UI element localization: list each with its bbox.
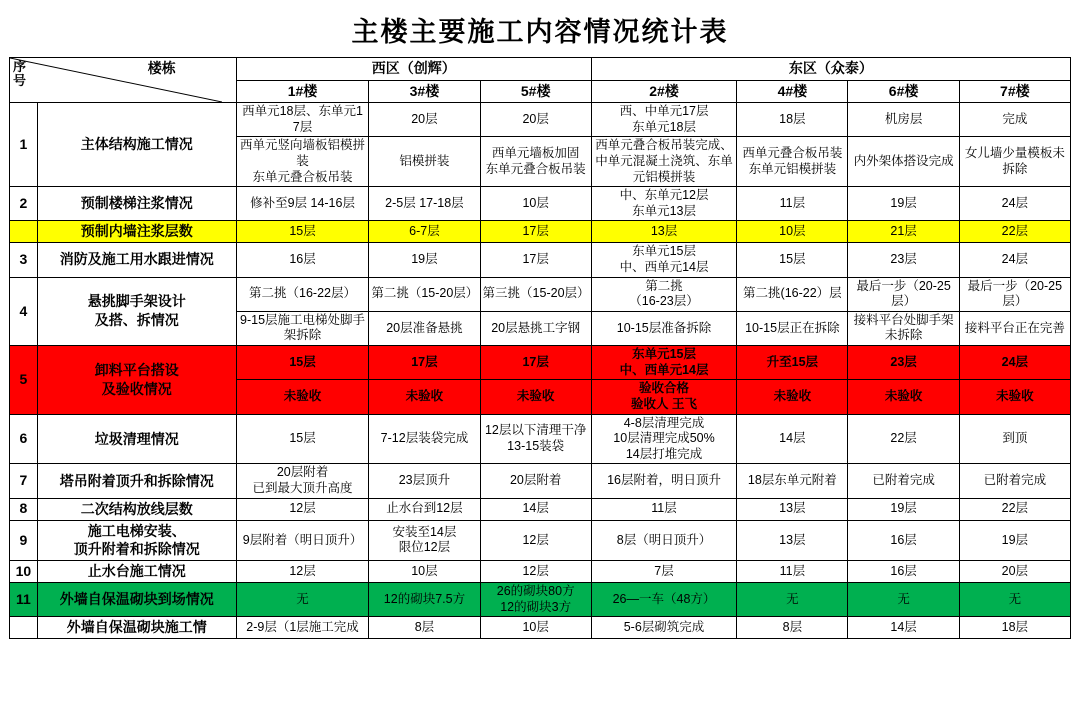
table-cell: 未验收 bbox=[236, 380, 369, 414]
table-cell: 14层 bbox=[737, 414, 848, 464]
table-cell: 东单元15层 中、西单元14层 bbox=[591, 243, 736, 277]
page-title: 主楼主要施工内容情况统计表 bbox=[351, 17, 729, 48]
table-cell: 7层 bbox=[591, 561, 736, 583]
row-label: 悬挑脚手架设计 及搭、拆情况 bbox=[37, 277, 236, 346]
table-cell: 17层 bbox=[369, 346, 480, 380]
table-cell: 机房层 bbox=[848, 103, 959, 137]
table-cell: 22层 bbox=[959, 498, 1070, 520]
row-label: 卸料平台搭设 及验收情况 bbox=[37, 346, 236, 415]
table-cell: 13层 bbox=[737, 498, 848, 520]
row-label: 施工电梯安装、 顶升附着和拆除情况 bbox=[37, 520, 236, 561]
corner-header-cell bbox=[10, 58, 237, 103]
table-cell: 最后一步（20-25层） bbox=[848, 277, 959, 311]
table-cell: 19层 bbox=[369, 243, 480, 277]
column-header-2: 3#楼 bbox=[369, 80, 480, 103]
row-label: 二次结构放线层数 bbox=[37, 498, 236, 520]
row-number: 1 bbox=[10, 103, 38, 187]
table-cell: 23层顶升 bbox=[369, 464, 480, 498]
table-cell: 8层（明日顶升） bbox=[591, 520, 736, 561]
table-cell: 15层 bbox=[737, 243, 848, 277]
row-label: 预制内墙注浆层数 bbox=[37, 221, 236, 243]
row-label: 垃圾清理情况 bbox=[37, 414, 236, 464]
table-row bbox=[10, 221, 1071, 243]
table-cell: 15层 bbox=[236, 221, 369, 243]
table-row bbox=[10, 346, 1071, 380]
row-label: 外墙自保温砌块施工情 bbox=[37, 617, 236, 639]
table-cell: 18层 bbox=[959, 617, 1070, 639]
table-row bbox=[10, 561, 1071, 583]
table-cell: 西单元墙板加固 东单元叠合板吊装 bbox=[480, 137, 591, 187]
table-cell: 11层 bbox=[591, 498, 736, 520]
table-cell: 西、中单元17层 东单元18层 bbox=[591, 103, 736, 137]
table-cell: 24层 bbox=[959, 243, 1070, 277]
table-cell: 13层 bbox=[591, 221, 736, 243]
row-number bbox=[10, 221, 38, 243]
table-cell: 8层 bbox=[737, 617, 848, 639]
table-cell: 19层 bbox=[848, 498, 959, 520]
table-cell: 17层 bbox=[480, 346, 591, 380]
table-cell: 12的砌块7.5方 bbox=[369, 583, 480, 617]
table-cell: 14层 bbox=[480, 498, 591, 520]
column-header-6: 6#楼 bbox=[848, 80, 959, 103]
row-label: 主体结构施工情况 bbox=[37, 103, 236, 187]
table-row bbox=[10, 464, 1071, 498]
building-label: 楼栋 bbox=[147, 60, 176, 76]
table-cell: 9-15层施工电梯处脚手架拆除 bbox=[236, 311, 369, 345]
table-cell: 10层 bbox=[480, 187, 591, 221]
table-cell: 11层 bbox=[737, 561, 848, 583]
table-cell: 无 bbox=[236, 583, 369, 617]
table-row bbox=[10, 520, 1071, 561]
table-cell: 2-5层 17-18层 bbox=[369, 187, 480, 221]
table-cell: 24层 bbox=[959, 346, 1070, 380]
table-cell: 20层悬挑工字钢 bbox=[480, 311, 591, 345]
table-cell: 20层 bbox=[480, 103, 591, 137]
table-cell: 24层 bbox=[959, 187, 1070, 221]
row-number: 9 bbox=[10, 520, 38, 561]
table-cell: 未验收 bbox=[369, 380, 480, 414]
table-cell: 10-15层准备拆除 bbox=[591, 311, 736, 345]
table-cell: 西单元叠合板吊装 东单元铝模拼装 bbox=[737, 137, 848, 187]
row-number: 2 bbox=[10, 187, 38, 221]
table-cell: 23层 bbox=[848, 346, 959, 380]
table-cell: 西单元叠合板吊装完成、中单元混凝土浇筑、东单元铝模拼装 bbox=[591, 137, 736, 187]
table-cell: 已附着完成 bbox=[848, 464, 959, 498]
table-cell: 16层附着，明日顶升 bbox=[591, 464, 736, 498]
zone-header-east: 东区（众泰） bbox=[591, 58, 1070, 81]
row-number: 8 bbox=[10, 498, 38, 520]
table-cell: 18层东单元附着 bbox=[737, 464, 848, 498]
table-cell: 4-8层清理完成 10层清理完成50% 14层打堆完成 bbox=[591, 414, 736, 464]
table-cell: 内外架体搭设完成 bbox=[848, 137, 959, 187]
column-header-3: 5#楼 bbox=[480, 80, 591, 103]
table-cell: 14层 bbox=[848, 617, 959, 639]
row-label: 塔吊附着顶升和拆除情况 bbox=[37, 464, 236, 498]
table-cell: 未验收 bbox=[848, 380, 959, 414]
row-number: 3 bbox=[10, 243, 38, 277]
table-cell: 17层 bbox=[480, 243, 591, 277]
table-cell: 19层 bbox=[848, 187, 959, 221]
table-cell: 第三挑（15-20层） bbox=[480, 277, 591, 311]
seq-label-line1: 序 bbox=[13, 59, 27, 74]
table-cell: 20层准备悬挑 bbox=[369, 311, 480, 345]
table-cell: 12层 bbox=[480, 561, 591, 583]
table-header-row-1 bbox=[10, 58, 1071, 81]
table-cell: 6-7层 bbox=[369, 221, 480, 243]
table-cell: 10层 bbox=[480, 617, 591, 639]
table-cell: 最后一步（20-25层） bbox=[959, 277, 1070, 311]
table-cell: 10层 bbox=[369, 561, 480, 583]
table-row bbox=[10, 414, 1071, 464]
table-cell: 第二挑 （16-23层） bbox=[591, 277, 736, 311]
row-number: 11 bbox=[10, 583, 38, 617]
row-number bbox=[10, 617, 38, 639]
table-cell: 验收合格 验收人 王飞 bbox=[591, 380, 736, 414]
row-number: 10 bbox=[10, 561, 38, 583]
table-cell: 12层 bbox=[236, 561, 369, 583]
table-cell: 20层附着 bbox=[480, 464, 591, 498]
table-row bbox=[10, 103, 1071, 137]
table-cell: 5-6层砌筑完成 bbox=[591, 617, 736, 639]
table-cell: 9层附着（明日顶升） bbox=[236, 520, 369, 561]
table-cell: 8层 bbox=[369, 617, 480, 639]
table-cell: 12层 bbox=[236, 498, 369, 520]
table-cell: 止水台到12层 bbox=[369, 498, 480, 520]
table-cell: 18层 bbox=[737, 103, 848, 137]
table-row bbox=[10, 617, 1071, 639]
row-label: 止水台施工情况 bbox=[37, 561, 236, 583]
table-cell: 西单元18层、东单元17层 bbox=[236, 103, 369, 137]
column-header-4: 2#楼 bbox=[591, 80, 736, 103]
table-cell: 未验收 bbox=[737, 380, 848, 414]
table-cell: 26的砌块80方 12的砌块3方 bbox=[480, 583, 591, 617]
table-cell: 20层附着 已到最大顶升高度 bbox=[236, 464, 369, 498]
table-row bbox=[10, 243, 1071, 277]
table-cell: 接料平台正在完善 bbox=[959, 311, 1070, 345]
table-cell: 21层 bbox=[848, 221, 959, 243]
table-cell: 无 bbox=[959, 583, 1070, 617]
table-cell: 安装至14层 限位12层 bbox=[369, 520, 480, 561]
table-cell: 升至15层 bbox=[737, 346, 848, 380]
table-cell: 19层 bbox=[959, 520, 1070, 561]
table-cell: 7-12层装袋完成 bbox=[369, 414, 480, 464]
table-cell: 15层 bbox=[236, 414, 369, 464]
table-cell: 17层 bbox=[480, 221, 591, 243]
table-cell: 26—一车（48方） bbox=[591, 583, 736, 617]
column-header-1: 1#楼 bbox=[236, 80, 369, 103]
table-cell: 20层 bbox=[959, 561, 1070, 583]
table-cell: 修补至9层 14-16层 bbox=[236, 187, 369, 221]
table-cell: 10层 bbox=[737, 221, 848, 243]
column-header-7: 7#楼 bbox=[959, 80, 1070, 103]
table-cell: 铝模拼装 bbox=[369, 137, 480, 187]
table-row bbox=[10, 187, 1071, 221]
row-label: 消防及施工用水跟进情况 bbox=[37, 243, 236, 277]
row-number: 6 bbox=[10, 414, 38, 464]
table-row bbox=[10, 498, 1071, 520]
table-cell: 11层 bbox=[737, 187, 848, 221]
table-cell: 2-9层（1层施工完成 bbox=[236, 617, 369, 639]
construction-status-table bbox=[9, 57, 1071, 639]
table-cell: 已附着完成 bbox=[959, 464, 1070, 498]
table-cell: 第二挑(16-22）层 bbox=[737, 277, 848, 311]
table-cell: 完成 bbox=[959, 103, 1070, 137]
row-number: 4 bbox=[10, 277, 38, 346]
table-cell: 无 bbox=[737, 583, 848, 617]
table-cell: 16层 bbox=[236, 243, 369, 277]
table-cell: 西单元竖向墙板铝模拼装 东单元叠合板吊装 bbox=[236, 137, 369, 187]
table-cell: 第二挑（16-22层） bbox=[236, 277, 369, 311]
table-cell: 中、东单元12层 东单元13层 bbox=[591, 187, 736, 221]
table-cell: 22层 bbox=[848, 414, 959, 464]
table-cell: 16层 bbox=[848, 561, 959, 583]
table-cell: 20层 bbox=[369, 103, 480, 137]
table-row bbox=[10, 583, 1071, 617]
table-cell: 15层 bbox=[236, 346, 369, 380]
table-cell: 12层 bbox=[480, 520, 591, 561]
table-cell: 第二挑（15-20层） bbox=[369, 277, 480, 311]
row-label: 外墙自保温砌块到场情况 bbox=[37, 583, 236, 617]
table-cell: 22层 bbox=[959, 221, 1070, 243]
table-cell: 无 bbox=[848, 583, 959, 617]
table-cell: 12层以下清理干净13-15装袋 bbox=[480, 414, 591, 464]
table-cell: 23层 bbox=[848, 243, 959, 277]
row-number: 7 bbox=[10, 464, 38, 498]
table-cell: 女儿墙少量模板未拆除 bbox=[959, 137, 1070, 187]
table-cell: 10-15层正在拆除 bbox=[737, 311, 848, 345]
table-cell: 未验收 bbox=[959, 380, 1070, 414]
table-row bbox=[10, 277, 1071, 311]
table-cell: 接料平台处脚手架未拆除 bbox=[848, 311, 959, 345]
column-header-5: 4#楼 bbox=[737, 80, 848, 103]
row-number: 5 bbox=[10, 346, 38, 415]
table-cell: 13层 bbox=[737, 520, 848, 561]
table-cell: 到顶 bbox=[959, 414, 1070, 464]
table-cell: 未验收 bbox=[480, 380, 591, 414]
seq-label-line2: 号 bbox=[13, 73, 27, 89]
table-cell: 16层 bbox=[848, 520, 959, 561]
table-cell: 东单元15层 中、西单元14层 bbox=[591, 346, 736, 380]
zone-header-west: 西区（创辉） bbox=[236, 58, 591, 81]
row-label: 预制楼梯注浆情况 bbox=[37, 187, 236, 221]
